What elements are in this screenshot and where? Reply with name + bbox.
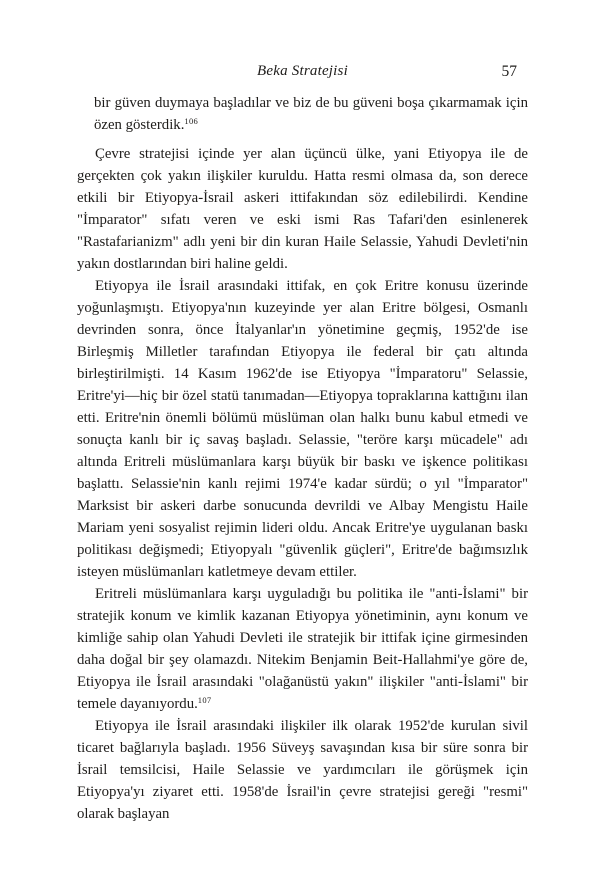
running-title: Beka Stratejisi (257, 63, 348, 79)
paragraph-text: Etiyopya ile İsrail arasındaki ilişkiler ilk olarak 1952'de kurulan sivil ticaret bağlarıyla başladı. 1956 Süveyş savaşından kısa bir süre sonra bir İsrail temsilcisi, Haile Selassie ve yardımcıları ile görüşmek için Etiyopya'yı ziyaret etti. 1958'de İsrail'in çevre stratejisi gereği "resmi" olarak başlayan (77, 718, 528, 822)
paragraph-text: Çevre stratejisi içinde yer alan üçüncü ülke, yani Etiyopya ile de gerçekten çok yakın ilişkiler kuruldu. Hatta resmi olmasa da, son derece etkili bir Etiyopya-İsrail askeri ittifakından söz edilebilirdi. Kendine "İmparator" sıfatı veren ve eski ismi Ras Tafari'den esinlenerek "Rastafarianizm" adlı yeni bir din kuran Haile Selassie, Yahudi Devleti'nin yakın dostlarından biri haline geldi. (77, 146, 528, 272)
running-header (77, 63, 528, 81)
paragraph-text: bir güven duymaya başladılar ve biz de bu güveni boşa çıkarmamak için özen gösterdik. (94, 95, 528, 133)
paragraph-quote-continuation (94, 92, 528, 136)
paragraph-text: Etiyopya ile İsrail arasındaki ittifak, en çok Eritre konusu üzerinde yoğunlaşmıştı. Etiyopya'nın kuzeyinde yer alan Eritre bölgesi, Osmanlı devrinden sonra, önce İtalyanlar'ın yönetimine geçmiş, 1952'de ise Birleşmiş Milletler tarafından Etiyopya ile federal bir çatı altında birleştirilmişti. 14 Kasım 1962'de ise Etiyopya "İmparatoru" Selassie, Eritre'yi—hiç bir özel statü tanımadan—Etiyopya topraklarına kattığını ilan etti. Eritre'nin önemli bölümü müslüman olan halkı bunu kabul etmedi ve sonuçta kanlı bir iç savaş başladı. Selassie, "teröre karşı mücadele" adı altında Eritreli müslümanlara karşı büyük bir baskı ve işkence politikası başlattı. Selassie'nin kanlı rejimi 1974'e kadar sürdü; o yıl "İmparator" Marksist bir askeri darbe sonucunda devrildi ve Albay Mengistu Haile Mariam yeni sosyalist rejimin lideri oldu. Ancak Eritre'ye uygulanan baskı politikası değişmedi; Etiyopyalı "güvenlik güçleri", Eritre'de bağımsızlık isteyen müslümanları katletmeye devam ettiler. (77, 278, 528, 580)
footnote-ref-106: 106 (184, 116, 199, 127)
paragraph-anti-islami-alliance (77, 583, 528, 715)
paragraph-text: Eritreli müslümanlara karşı uyguladığı bu politika ile "anti-İslami" bir stratejik konum ve kimlik kazanan Etiyopya yönetiminin, aynı konum ve kimliğe sahip olan Yahudi Devleti ile stratejik bir ittifak içine girmesinden daha doğal bir şey olamazdı. Nitekim Benjamin Beit-Hallahmi'ye göre de, Etiyopya ile İsrail arasındaki "olağanüstü yakın" ilişkiler "anti-İslami" bir temele dayanıyordu. (77, 586, 528, 712)
footnote-ref-107: 107 (197, 695, 212, 706)
paragraph-ethiopia-relations (77, 143, 528, 275)
body-text (77, 92, 528, 825)
paragraph-trade-relations (77, 715, 528, 825)
paragraph-eritrea-history (77, 275, 528, 583)
page-number: 57 (501, 63, 517, 80)
